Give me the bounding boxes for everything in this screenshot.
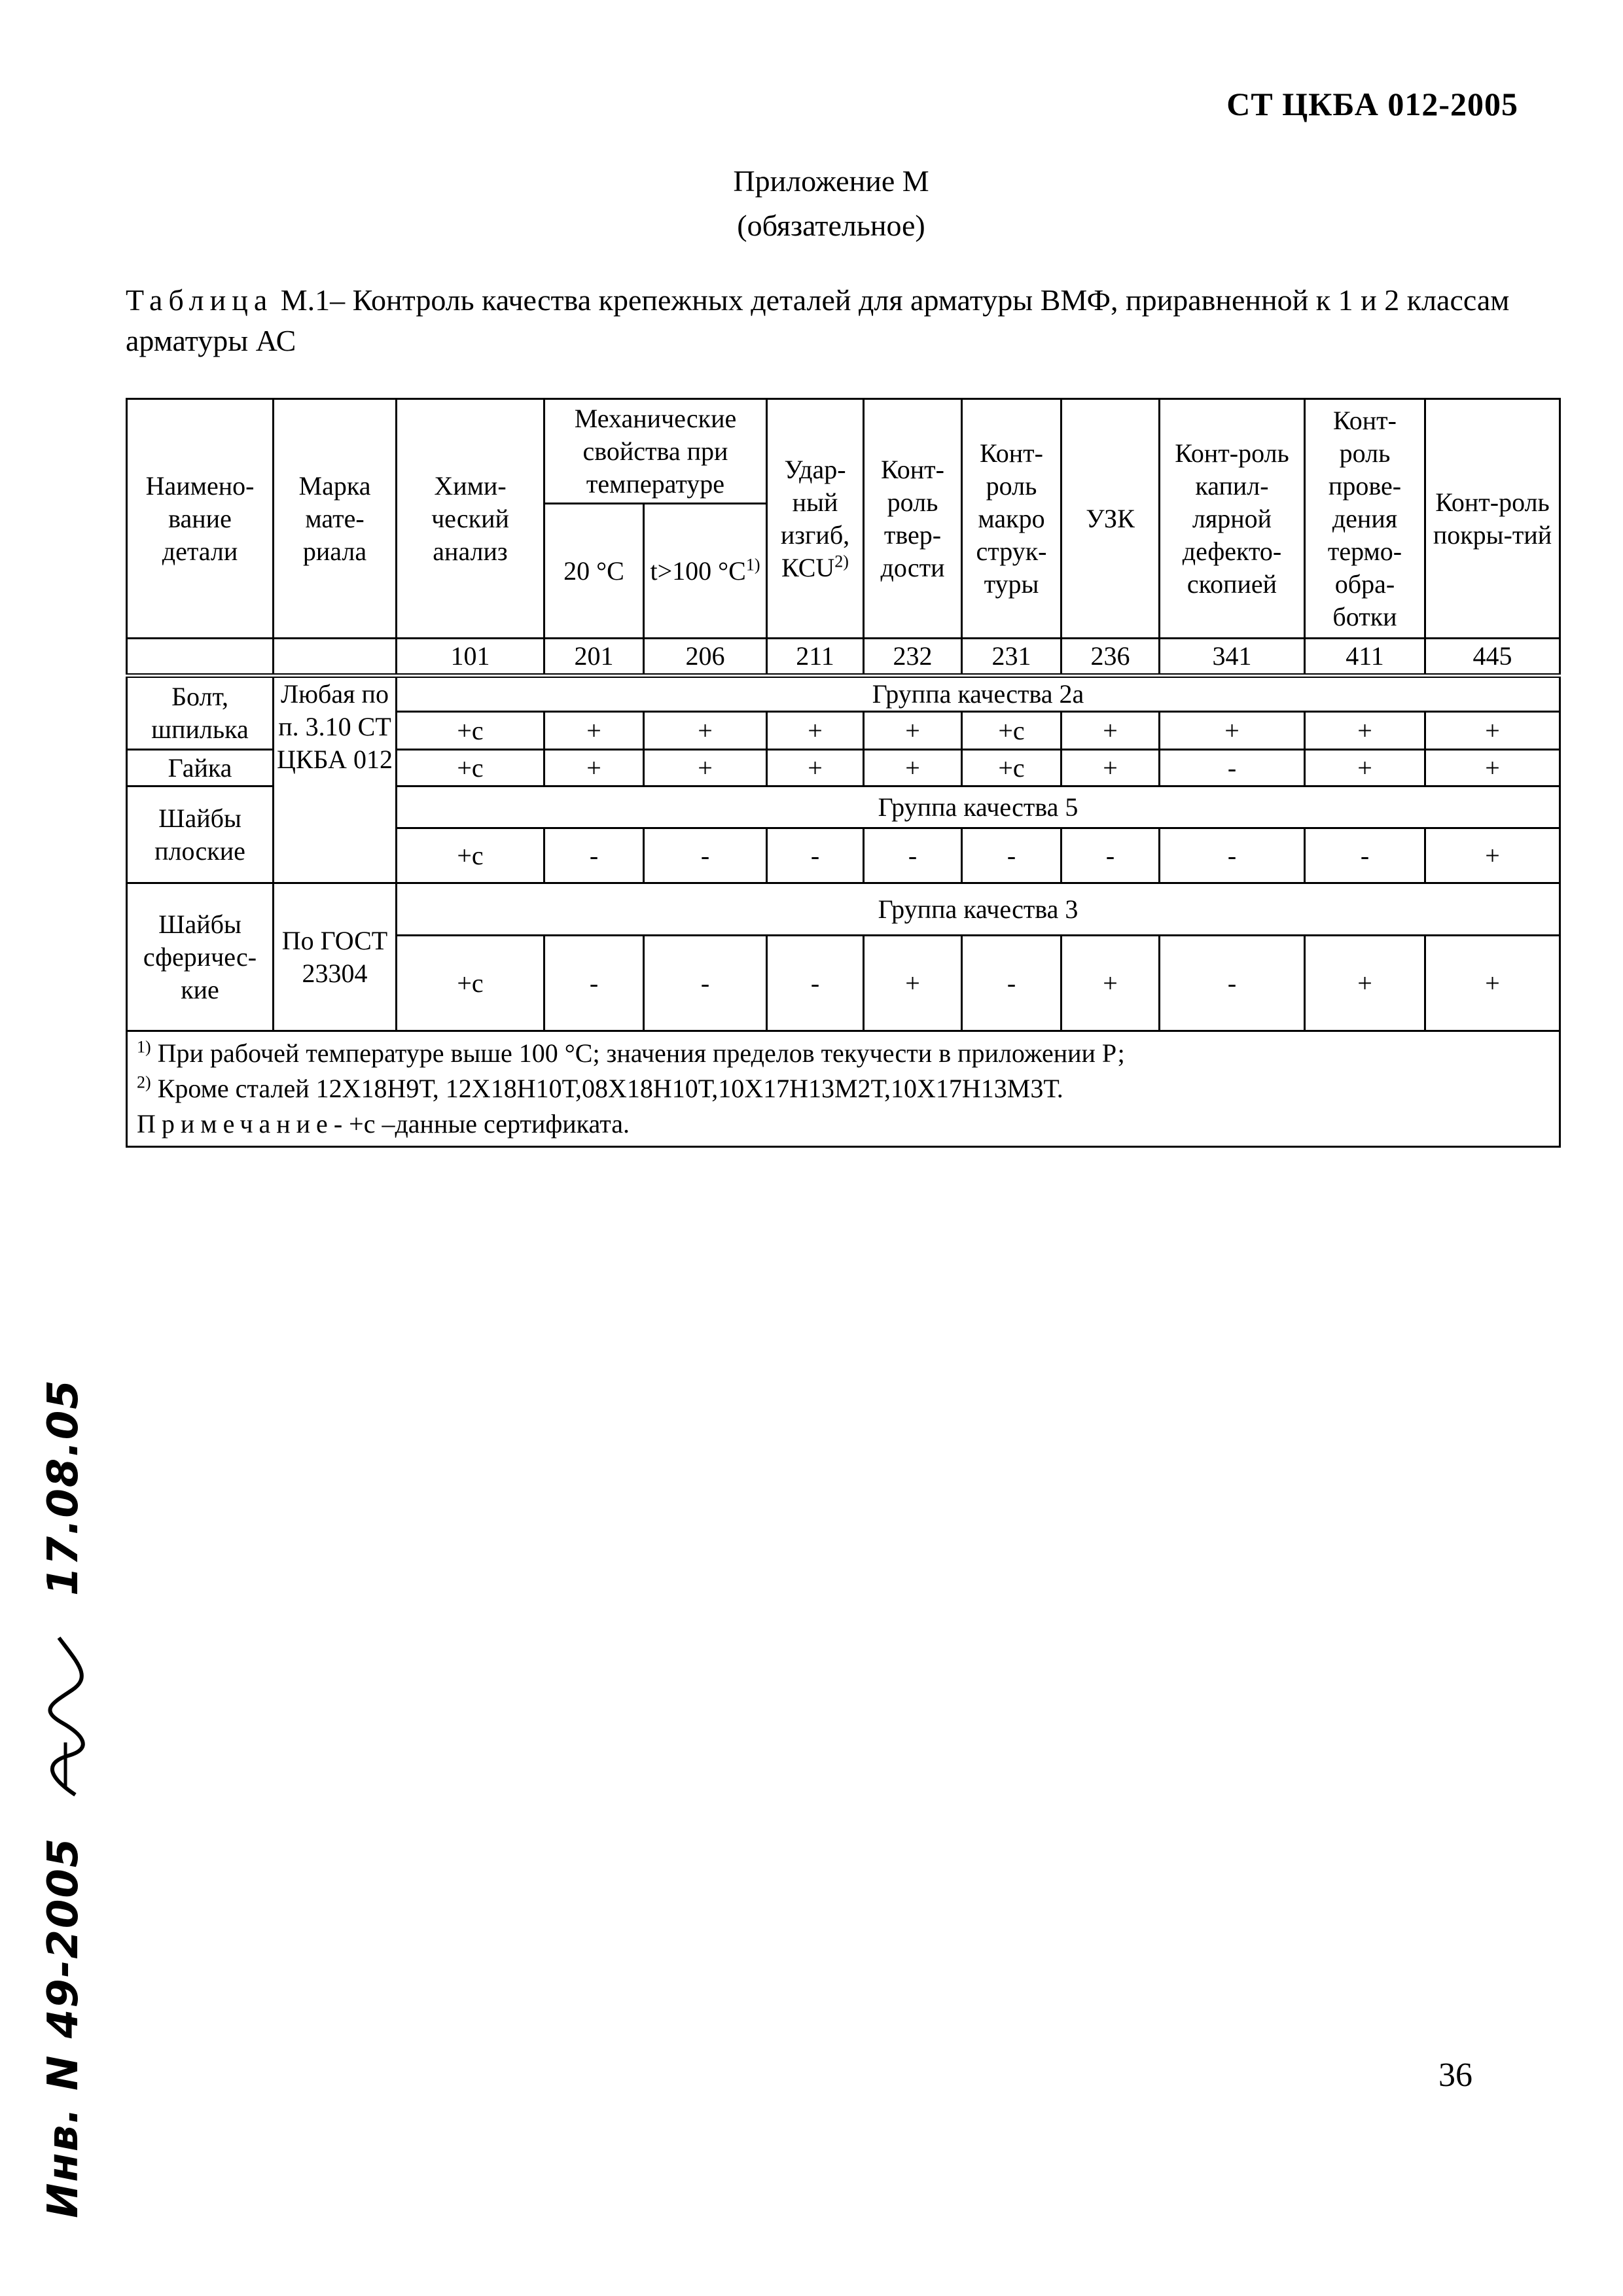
stamp-inventory: Инв. N 49-2005	[39, 1837, 88, 2218]
code-cell: 232	[864, 639, 962, 676]
value-cell: -	[1061, 828, 1160, 883]
note-1	[137, 1036, 1550, 1071]
group-row	[127, 676, 1560, 712]
value-cell: -	[644, 936, 767, 1031]
col-header-coating: Конт-роль покры-тий	[1425, 399, 1560, 639]
code-empty	[274, 639, 397, 676]
col-header-uzk: УЗК	[1061, 399, 1160, 639]
header-row	[127, 399, 1560, 504]
value-cell: -	[644, 828, 767, 883]
value-cell: +	[864, 712, 962, 750]
value-cell: +	[1425, 750, 1560, 786]
notes-row	[127, 1031, 1560, 1147]
col-header-macro: Конт-роль макро струк-туры	[962, 399, 1061, 639]
code-cell: 236	[1061, 639, 1160, 676]
value-cell: -	[544, 936, 644, 1031]
page-number: 36	[1438, 2057, 1472, 2094]
col-header-capillary: Конт-роль капил-лярной дефекто-скопией	[1160, 399, 1305, 639]
row-name-nut: Гайка	[127, 750, 274, 786]
signature-icon	[39, 1631, 92, 1801]
value-cell: -	[962, 828, 1061, 883]
row-name-flat-washer: Шайбы плоские	[127, 786, 274, 883]
col-header-impact	[767, 399, 864, 639]
appendix-title: Приложение М	[733, 164, 929, 198]
value-cell: +	[544, 712, 644, 750]
value-cell: +	[767, 712, 864, 750]
value-cell: +	[1305, 712, 1425, 750]
caption-text: М.1– Контроль качества крепежных деталей для арматуры ВМФ, приравненной к 1 и 2 классам арматуры АС	[126, 283, 1510, 357]
code-empty	[127, 639, 274, 676]
mech-hot-footnote-mark: 1)	[745, 555, 760, 574]
row-name-spherical-washer: Шайбы сферичес-кие	[127, 883, 274, 1031]
value-cell: +	[1061, 750, 1160, 786]
document-code: СТ ЦКБА 012-2005	[1226, 86, 1518, 122]
code-cell: 101	[397, 639, 544, 676]
row-name-bolt: Болт, шпилька	[127, 676, 274, 750]
impact-text: Удар-ный изгиб, КСU	[780, 454, 850, 582]
col-header-material: Марка мате-риала	[274, 399, 397, 639]
note-1-mark: 1)	[137, 1037, 151, 1057]
appendix-subtitle: (обязательное)	[737, 209, 925, 242]
value-cell: -	[544, 828, 644, 883]
value-cell: -	[864, 828, 962, 883]
value-cell: +	[1061, 936, 1160, 1031]
note-3-text: - +с –данные сертификата.	[333, 1109, 630, 1139]
code-cell: 206	[644, 639, 767, 676]
value-cell: +с	[962, 750, 1061, 786]
note-2-mark: 2)	[137, 1072, 151, 1092]
code-cell: 201	[544, 639, 644, 676]
value-cell: -	[1160, 750, 1305, 786]
value-cell: +	[644, 712, 767, 750]
value-cell: +	[1061, 712, 1160, 750]
code-cell: 411	[1305, 639, 1425, 676]
handwritten-registration-stamp	[39, 1379, 92, 2218]
value-cell: +	[864, 936, 962, 1031]
caption-label: Таблица	[126, 283, 274, 317]
code-cell: 341	[1160, 639, 1305, 676]
group-row	[127, 883, 1560, 936]
value-cell: +	[1305, 750, 1425, 786]
value-cell: -	[1305, 828, 1425, 883]
quality-control-table	[126, 398, 1561, 1148]
col-header-mech-20: 20 °С	[544, 504, 644, 639]
impact-footnote-mark: 2)	[834, 552, 849, 571]
value-cell: -	[962, 936, 1061, 1031]
group-2a-label: Группа качества 2а	[397, 676, 1560, 712]
col-header-heat: Конт-роль прове-дения термо-обра-ботки	[1305, 399, 1425, 639]
col-header-hardness: Конт-роль твер-дости	[864, 399, 962, 639]
value-cell: +с	[397, 712, 544, 750]
material-any: Любая по п. 3.10 СТ ЦКБА 012	[274, 676, 397, 883]
code-cell: 231	[962, 639, 1061, 676]
stamp-date: 17.08.05	[39, 1379, 88, 1596]
col-header-mech-hot	[644, 504, 767, 639]
value-cell: +	[644, 750, 767, 786]
value-cell: +	[1425, 712, 1560, 750]
note-2-text: Кроме сталей 12Х18Н9Т, 12Х18Н10Т,08Х18Н10Т,10Х17Н13М2Т,10Х17Н13М3Т.	[157, 1074, 1063, 1103]
value-cell: +с	[962, 712, 1061, 750]
code-cell: 211	[767, 639, 864, 676]
col-header-name: Наимено-вание детали	[127, 399, 274, 639]
group-5-label: Группа качества 5	[397, 786, 1560, 828]
codes-row	[127, 639, 1560, 676]
value-cell: +с	[397, 936, 544, 1031]
value-cell: +с	[397, 828, 544, 883]
value-cell: +	[544, 750, 644, 786]
value-cell: +	[767, 750, 864, 786]
value-cell: -	[1160, 828, 1305, 883]
value-cell: +	[1425, 936, 1560, 1031]
value-cell: +	[864, 750, 962, 786]
value-cell: -	[1160, 936, 1305, 1031]
col-header-chem: Хими-ческий анализ	[397, 399, 544, 639]
value-cell: +	[1160, 712, 1305, 750]
material-gost: По ГОСТ 23304	[274, 883, 397, 1031]
code-cell: 445	[1425, 639, 1560, 676]
col-header-mech: Механические свойства при температуре	[544, 399, 767, 504]
note-3	[137, 1106, 1550, 1142]
value-cell: +	[1425, 828, 1560, 883]
value-cell: +	[1305, 936, 1425, 1031]
value-cell: +с	[397, 750, 544, 786]
note-2	[137, 1071, 1550, 1106]
mech-hot-text: t>100 °С	[650, 556, 746, 586]
note-3-label: Примечание	[137, 1109, 334, 1139]
table-notes	[127, 1031, 1560, 1147]
group-3-label: Группа качества 3	[397, 883, 1560, 936]
value-cell: -	[767, 936, 864, 1031]
note-1-text: При рабочей температуре выше 100 °С; значения пределов текучести в приложении Р;	[157, 1038, 1125, 1068]
value-cell: -	[767, 828, 864, 883]
table-caption	[126, 280, 1552, 361]
